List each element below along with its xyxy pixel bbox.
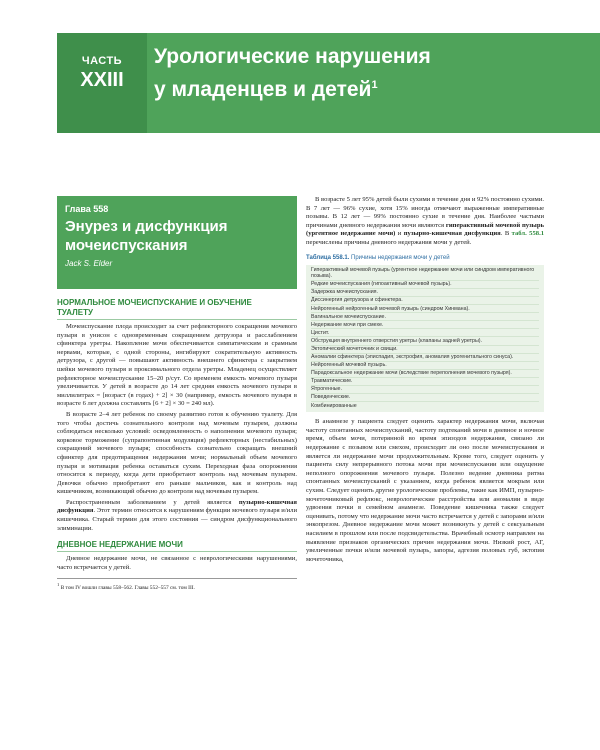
section-heading-line2: ТУАЛЕТУ	[57, 308, 93, 317]
paragraph: В возрасте 2–4 лет ребенок по своему развитию готов к обучению туалету. Для того чтобы достичь сознательного контроля над мочевым пузырем, должны соблюдаться несколько условий: осведомленность о наполнении мочевого пузыря; корковое торможение (супрапонтинная модуляция) рефлекторных (нестабильных) сокращений мочевого пузыря; способность сознательно сокращать внешний сфинктер для предотвращения недержания мочи; нормальный объем мочевого пузыря и мотивация ребенка оставаться сухим. Переходная фаза опорожнения относится к периоду, когда дети приобретают контроль над мочевым пузырем. Девочки обычно приобретают его раньше мальчиков, как и контроль над кишечником, возникающий обычно до контроля над мочевым пузырем.	[57, 410, 297, 496]
bold-term: пузырно-кишечная дисфункция	[403, 230, 501, 238]
left-column	[57, 196, 297, 592]
table-row: Задержка мочеиспускания.	[311, 289, 539, 297]
text-span: . Этот термин относится к нарушениям функции мочевого пузыря и/или кишечника. Старый термин для этого состояния — синдром дисфункционального элиминации.	[57, 507, 297, 532]
part-label: ЧАСТЬ	[81, 55, 123, 67]
text-span: . В	[500, 230, 512, 238]
part-title	[154, 43, 594, 104]
table-caption-text: Причины недержания мочи у детей	[349, 254, 450, 261]
table-row: Нейрогенный мочевой пузырь.	[311, 362, 539, 370]
paragraph: Дневное недержание мочи, не связанное с неврологическими нарушениями, часто встречается у детей.	[57, 555, 297, 571]
part-title-line1: Урологические нарушения	[154, 45, 431, 68]
section-heading-line1: НОРМАЛЬНОЕ МОЧЕИСПУСКАНИЕ И ОБУЧЕНИЕ	[57, 298, 252, 307]
part-title-line2: у младенцев и детей	[154, 78, 372, 101]
table-row: Вагинальное мочеиспускание.	[311, 313, 539, 321]
table-row: Гиперактивный мочевой пузырь (ургентное недержание мочи или синдром императивного позыва).	[311, 267, 539, 281]
table-row: Редкие мочеиспускания (гипоактивный мочевой пузырь).	[311, 281, 539, 289]
table-row: Нейрогенный нейрогенный мочевой пузырь (синдром Хинмана).	[311, 305, 539, 313]
table-row: Цистит.	[311, 329, 539, 337]
causes-table	[306, 265, 544, 413]
chapter-header	[57, 196, 297, 289]
chapter-title-line1: Энурез и дисфункция	[65, 218, 228, 235]
part-header	[57, 33, 600, 133]
part-title-footnote-mark: 1	[371, 79, 378, 91]
paragraph: Мочеиспускание плода происходит за счет рефлекторного сокращения мочевого пузыря в унисон с одновременным сокращением детрузора и расслаблением сфинктера уретры. Накопление мочи обеспечивается симпатическим и срамным нервами, которые, с одной стороны, ингибируют сократительную активность детрузора, с другой — повышают активность внешнего сфинктера с закрытием шейки мочевого пузыря и проксимального отдела уретры. Младенец осуществляет рефлекторное мочеиспускание 15–20 р/сут. Со временем емкость мочевого пузыря увеличивается. У детей в возрасте до 14 лет средняя емкость мочевого пузыря в миллилитрах = [возраст (в годах) + 2] × 30 (например, емкость мочевого пузыря в возрасте 6 лет должна составлять [6 + 2] × 30 = 240 мл).	[57, 323, 297, 408]
section-heading-daytime-incontinence: ДНЕВНОЕ НЕДЕРЖАНИЕ МОЧИ	[57, 540, 297, 552]
paragraph	[306, 196, 544, 248]
part-number-box	[57, 33, 147, 133]
section-heading-normal-voiding	[57, 298, 297, 320]
table-caption-number: Таблица 558.1.	[306, 254, 350, 261]
paragraph: В анамнезе у пациента следует оценить характер недержания мочи, включая частоту спонтанных мочеиспусканий, частоту подтеканий мочи в дневное и ночное время, объем мочи, потерянной во время эпизодов недержания, связано ли недержание с позывом или смехом, происходит ли оно после мочеиспускания и является ли недержание мочи продолжительным. Кроме того, следует оценить у пациента силу непрерывного потока мочи при мочеиспускании или ощущение неполного опорожнения мочевого пузыря. Полезно ведение дневника ритма спонтанных мочеиспусканий с указанием, когда ребенок является мокрым или сухим. Следует оценить другие урологические проблемы, такие как ИМП, пузырно-мочеточниковый рефлюкс, неврологические расстройства или аномалии в виде удвоения почки в семейном анамнезе. Поведение кишечника также следует оценивать, потому что недержание мочи часто встречается у детей с запорами и/или энкопрезом. Дневное недержание мочи может возникнуть у детей с сексуальным насилием в прошлом или после подсвидетельства. Врачебный осмотр направлен на выявление признаков органических причин недержания мочи. Низкий рост, АГ, увеличенные почки и/или мочевой пузырь, запоры, адгезия половых губ, эктопия мочеточника,	[306, 418, 544, 563]
bold-term: пузырно-кишечная дисфункция	[57, 498, 297, 515]
table-row: Обструкция внутреннего отверстия уретры (клапаны задней уретры).	[311, 337, 539, 345]
table-row: Аномалии сфинктера (эписпадия, экстрофия, аномалия урогенитального синуса).	[311, 354, 539, 362]
table-row: Поведенческие.	[311, 394, 539, 402]
table-row: Ятрогенные.	[311, 386, 539, 394]
table-row: Парадоксальное недержание мочи (вследствие переполнения мочевого пузыря).	[311, 370, 539, 378]
right-column	[306, 196, 544, 564]
text-span: В возрасте 5 лет 95% детей были сухими в течение дня и 92% постоянно сухими. В 7 лет — 96% сухие, хотя 15% иногда отмечают выраженные императивные позывы. В 12 лет — 99% постоянно сухие в течение дня. Наиболее частыми причинами дневного недержания мочи являются	[306, 196, 544, 229]
text-span: перечислены причины дневного недержания мочи у детей.	[306, 238, 472, 246]
table-reference-link[interactable]: табл. 558.1	[511, 230, 545, 238]
chapter-title	[65, 217, 289, 255]
table-caption	[306, 254, 544, 262]
footnote-text: В том IV вошли главы 558–562. Главы 552–557 см. том III.	[60, 585, 195, 592]
table-row: Недержание мочи при смехе.	[311, 321, 539, 329]
table-row: Эктопический мочеточник и свищи.	[311, 346, 539, 354]
chapter-number: Глава 558	[65, 204, 109, 214]
bold-term: гиперактивный мочевой пузырь (ургентное недержание мочи)	[306, 221, 544, 238]
text-span: и	[395, 230, 404, 238]
paragraph	[57, 499, 297, 533]
footnote-mark: 1	[57, 582, 60, 588]
chapter-author: Jack S. Elder	[65, 259, 113, 268]
part-number: XXIII	[80, 69, 124, 91]
text-span: Распространенным заболеванием у детей является	[66, 498, 239, 506]
chapter-title-line2: мочеиспускания	[65, 237, 188, 254]
table-row: Травматические.	[311, 378, 539, 386]
table-row: Диссинергия детрузора и сфинктера.	[311, 297, 539, 305]
table-row: Комбинированные	[311, 402, 357, 409]
footnote	[57, 578, 297, 592]
